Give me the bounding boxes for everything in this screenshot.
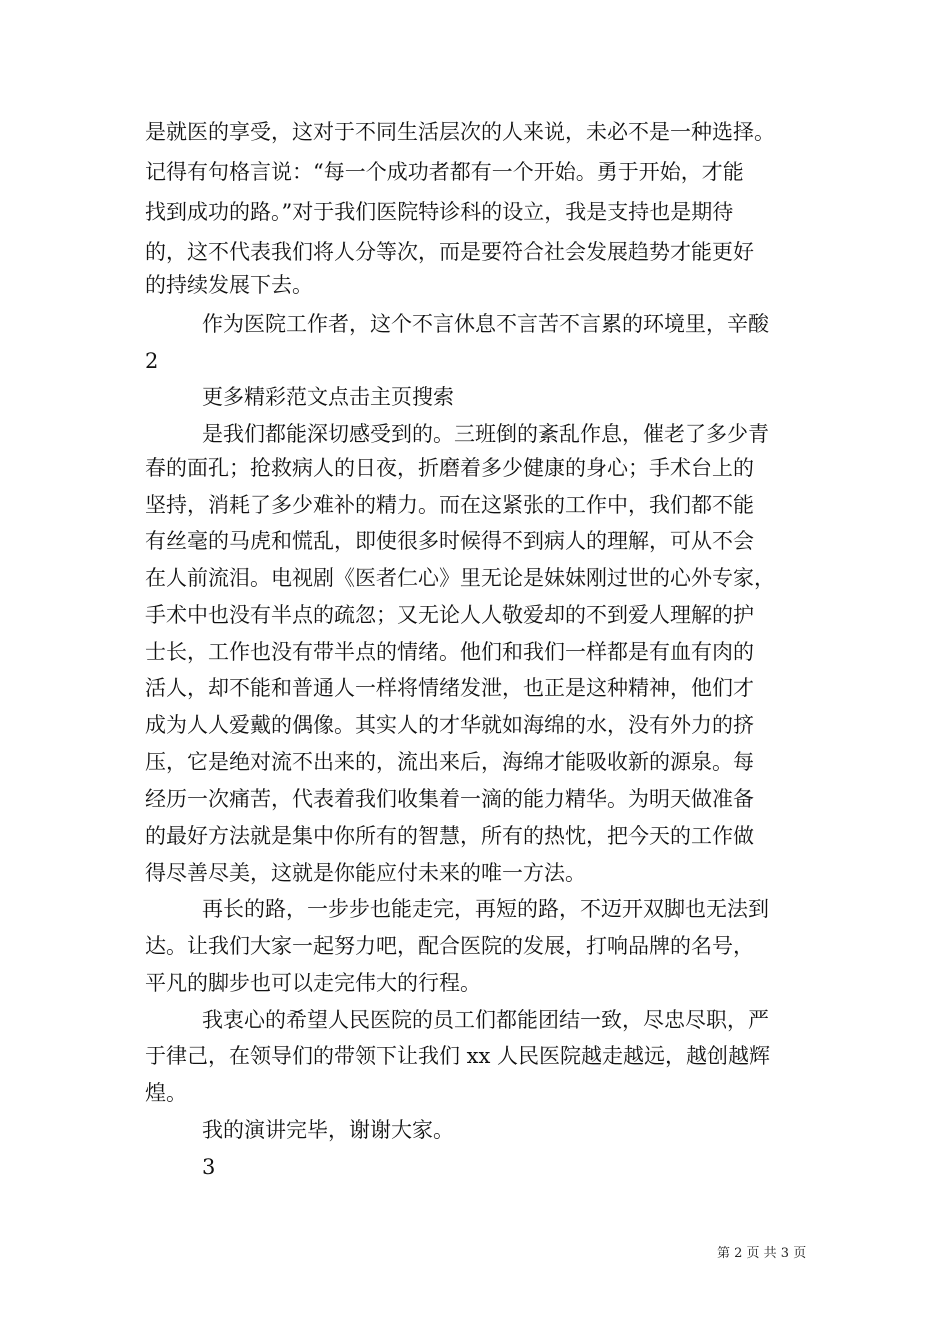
- text-line: 作为医院工作者，这个不言休息不言苦不言累的环境里，辛酸: [202, 312, 769, 336]
- text-line: 记得有句格言说：“每一个成功者都有一个开始。勇于开始，才能: [145, 160, 744, 184]
- text-line: 的最好方法就是集中你所有的智慧，所有的热忱，把今天的工作做: [145, 824, 754, 848]
- page-number-marker: 2: [145, 349, 159, 373]
- text-line: 得尽善尽美，这就是你能应付未来的唯一方法。: [145, 861, 586, 885]
- text-line: 煌。: [145, 1081, 187, 1105]
- text-line: 经历一次痛苦，代表着我们收集着一滴的能力精华。为明天做准备: [145, 787, 754, 811]
- text-line: 士长，工作也没有带半点的情绪。他们和我们一样都是有血有肉的: [145, 640, 754, 664]
- text-line: 再长的路，一步步也能走完，再短的路，不迈开双脚也无法到: [202, 897, 769, 921]
- text-line: 坚持，消耗了多少难补的精力。而在这紧张的工作中，我们都不能: [145, 493, 754, 517]
- page-number-marker: 3: [202, 1155, 216, 1179]
- text-line: 我衷心的希望人民医院的员工们都能团结一致，尽忠尽职，严: [202, 1008, 769, 1032]
- text-line: 有丝毫的马虎和慌乱，即使很多时候得不到病人的理解，可从不会: [145, 529, 754, 553]
- text-line: 找到成功的路。”对于我们医院特诊科的设立，我是支持也是期待: [145, 200, 734, 224]
- text-line: 手术中也没有半点的疏忽；又无论人人敬爱却的不到爱人理解的护: [145, 603, 754, 627]
- text-line: 成为人人爱戴的偶像。其实人的才华就如海绵的水，没有外力的挤: [145, 713, 754, 737]
- page-footer: 第 2 页 共 3 页: [717, 1246, 807, 1261]
- text-line: 在人前流泪。电视剧《医者仁心》里无论是妹妹刚过世的心外专家，: [145, 566, 775, 590]
- text-line: 是我们都能深切感受到的。三班倒的紊乱作息，催老了多少青: [202, 422, 769, 446]
- text-line: 达。让我们大家一起努力吧，配合医院的发展，打响品牌的名号，: [145, 934, 754, 958]
- text-line: 活人，却不能和普通人一样将情绪发泄，也正是这种精神，他们才: [145, 676, 754, 700]
- text-line: 的，这不代表我们将人分等次，而是要符合社会发展趋势才能更好: [145, 240, 754, 264]
- text-line: 春的面孔；抢救病人的日夜，折磨着多少健康的身心；手术台上的: [145, 456, 754, 480]
- text-line: 平凡的脚步也可以走完伟大的行程。: [145, 971, 481, 995]
- text-line: 是就医的享受，这对于不同生活层次的人来说，未必不是一种选择。: [145, 120, 775, 144]
- text-line: 我的演讲完毕，谢谢大家。: [202, 1118, 454, 1142]
- text-line: 于律己，在领导们的带领下让我们 xx 人民医院越走越远，越创越辉: [145, 1044, 771, 1068]
- text-line: 的持续发展下去。: [145, 273, 313, 297]
- text-line: 压，它是绝对流不出来的，流出来后，海绵才能吸收新的源泉。每: [145, 750, 754, 774]
- promo-text: 更多精彩范文点击主页搜索: [202, 385, 454, 409]
